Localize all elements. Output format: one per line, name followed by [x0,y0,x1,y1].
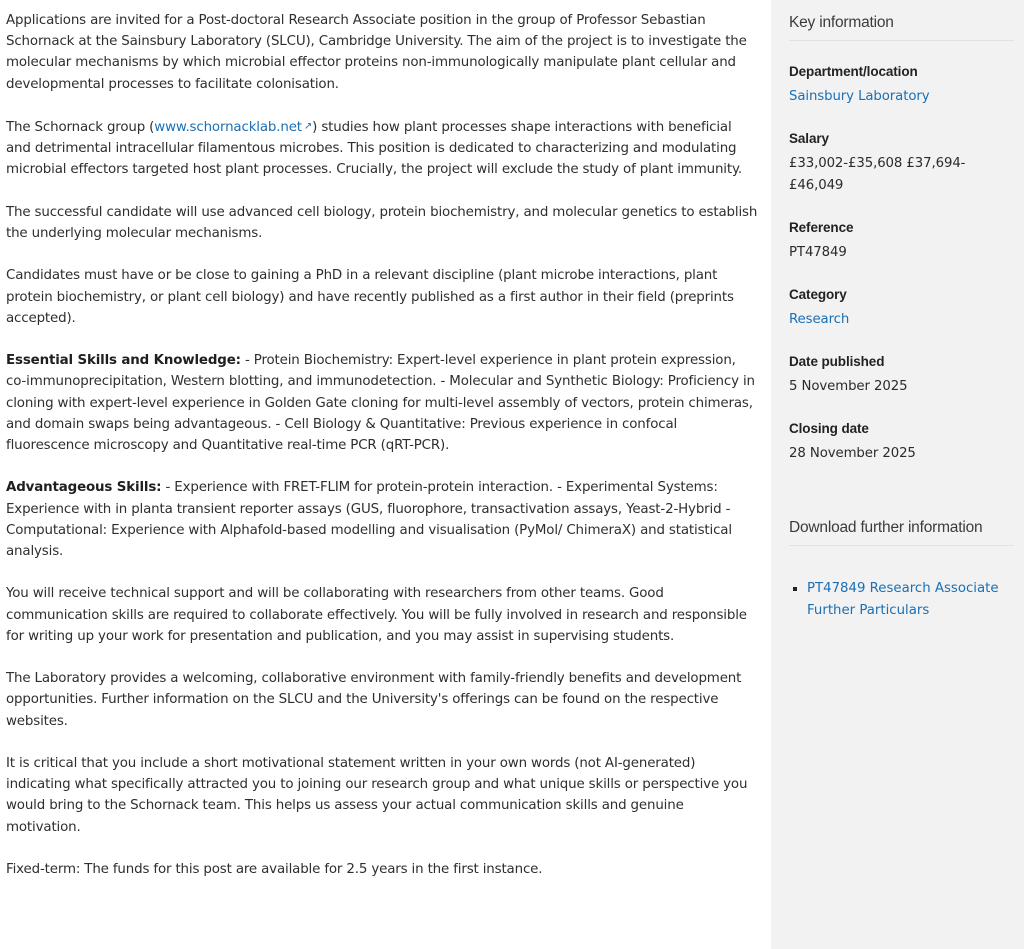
motivation-paragraph: It is critical that you include a short motivational statement written in your own words (not AI-generated) indicating what specifically attracted you to joining our research group and what unique skills or perspective you would bring to the Schornack team. This helps us assess your actual communication skills and genuine motivation. [6,755,748,835]
department-field [789,64,1014,108]
date-published-value: 5 November 2025 [789,379,908,394]
salary-value: £33,002-£35,608 £37,694-£46,049 [789,156,966,193]
department-link[interactable]: Sainsbury Laboratory [789,89,930,104]
group-paragraph-start: The Schornack group ( [6,120,155,135]
advantageous-skills-paragraph [6,477,758,562]
external-link-icon: ↗︎ [303,121,313,132]
reference-label: Reference [789,220,854,235]
closing-date-value: 28 November 2025 [789,446,916,461]
reference-value: PT47849 [789,245,847,260]
environment-paragraph: The Laboratory provides a welcoming, collaborative environment with family-friendly benefits and development opportunities. Further information on the SLCU and the University's offerings can be found on the respective websites. [6,671,742,729]
essential-skills-text: - Protein Biochemistry: Expert-level experience in plant protein expression, co-immunoprecipitation, Western blotting, and immunodetection. - Molecular and Synthetic Biology: Proficiency in cloning with expert-level experience in Golden Gate cloning for multi-level assembly of vectors, protein chimeras, and domain swaps being advantageous. - Cell Biology & Quantitative: Previous experience in confocal fluorescence microscopy and Quantitative real-time PCR (qRT-PCR). [6,353,755,453]
key-information-sidebar [771,0,1024,949]
candidate-methods-paragraph: The successful candidate will use advanced cell biology, protein biochemistry, and molecular genetics to establish the underlying molecular mechanisms. [6,204,758,241]
advantageous-skills-text: - Experience with FRET-FLIM for protein-protein interaction. - Experimental Systems: Experience with in planta transient reporter assays (GUS, fluorophore, transactivation assays, Yeast-2-Hybrid - Computational: Experience with Alphafold-based modelling and visualisation (PyMol/ ChimeraX) and statistical analysis. [6,480,732,559]
intro-paragraph: Applications are invited for a Post-doctoral Research Associate position in the group of Professor Sebastian Schornack at the Sainsbury Laboratory (SLCU), Cambridge University. The aim of the project is to investigate the molecular mechanisms by which microbial effector proteins non-immunologically manipulate plant cellular and developmental processes to facilitate colonisation. [6,13,747,92]
category-label: Category [789,287,847,302]
download-list [789,578,1014,622]
date-published-label: Date published [789,354,885,369]
category-link[interactable]: Research [789,312,850,327]
essential-skills-heading: Essential Skills and Knowledge: [6,353,241,369]
salary-field [789,131,1014,197]
department-label: Department/location [789,64,918,79]
download-heading: Download further information [789,505,1014,546]
schornacklab-link[interactable]: www.schornacklab.net [154,120,302,135]
further-particulars-link[interactable]: PT47849 Research Associate Further Particulars [807,581,999,618]
salary-label: Salary [789,131,829,146]
category-field [789,287,1014,331]
fixed-term-paragraph: Fixed-term: The funds for this post are available for 2.5 years in the first instance. [6,861,543,877]
reference-field [789,220,1014,264]
key-information-heading: Key information [789,0,1014,41]
date-published-field [789,354,1014,398]
group-paragraph-end: ) studies how plant processes shape interactions with beneficial and detrimental intracellular filamentous microbes. This position is dedicated to characterizing and modulating microbial effectors targeted host plant processes. Crucially, the project will exclude the study of plant immunity. [6,120,742,178]
download-item [789,578,1014,622]
advantageous-skills-heading: Advantageous Skills: [6,480,162,496]
closing-date-label: Closing date [789,421,869,436]
essential-skills-paragraph [6,350,758,456]
support-paragraph: You will receive technical support and will be collaborating with researchers from other teams. Good communication skills are required to collaborate effectively. You will be fully involved in research and responsible for writing up your work for presentation and publication, and you may assist in supervising students. [6,586,747,644]
group-paragraph [6,116,758,181]
requirements-paragraph: Candidates must have or be close to gaining a PhD in a relevant discipline (plant microbe interactions, plant protein biochemistry, or plant cell biology) and have recently published as a first author in their field (preprints accepted). [6,268,734,326]
closing-date-field [789,421,1014,465]
